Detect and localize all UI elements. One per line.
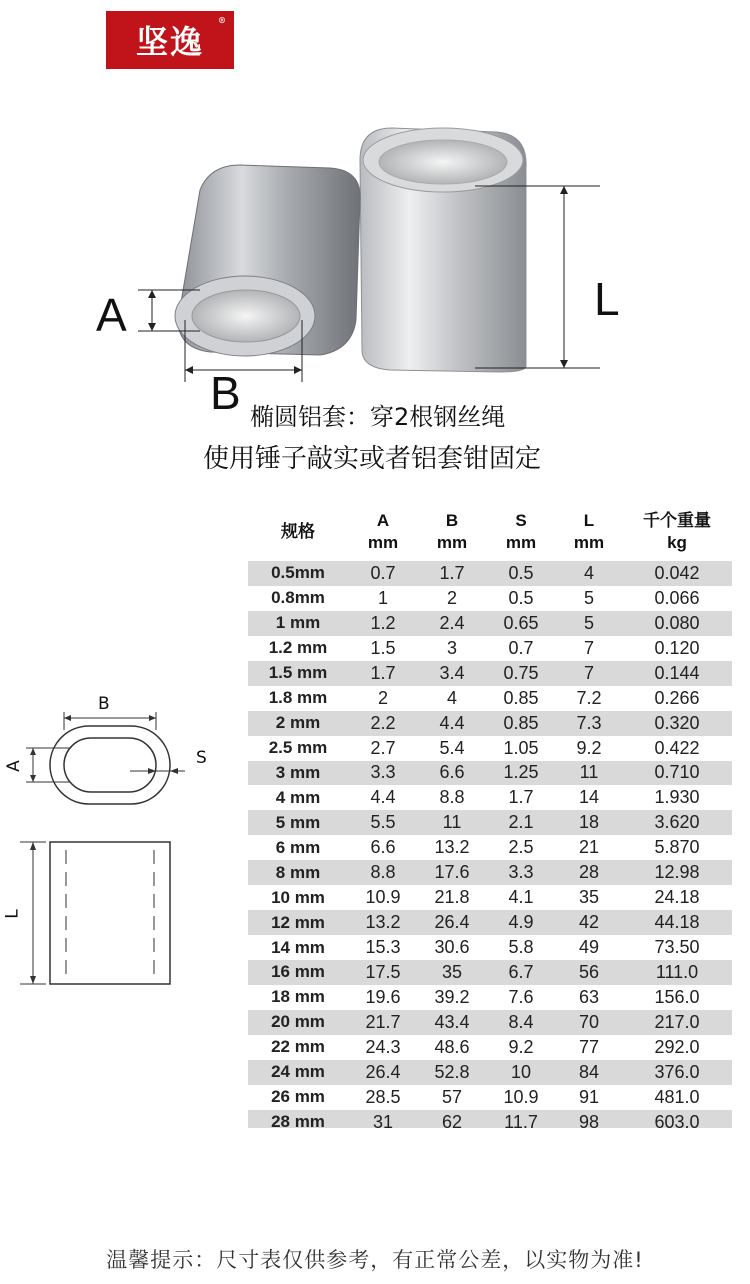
table-cell: 26.4 [348,1060,418,1085]
table-cell: 4 [556,561,622,586]
registered-mark: ® [218,15,228,25]
table-row [248,561,732,586]
table-cell: 70 [556,1010,622,1035]
table-row [248,985,732,1010]
table-cell: 14 [556,785,622,810]
table-cell: 8.8 [348,860,418,885]
table-cell: 0.144 [622,661,732,686]
table-cell: 7.6 [486,985,556,1010]
table-cell: 1.930 [622,785,732,810]
table-cell: 0.320 [622,711,732,736]
table-cell: 35 [556,885,622,910]
cell-spec: 1.5 mm [248,661,348,686]
cell-spec: 18 mm [248,985,348,1010]
table-cell: 49 [556,935,622,960]
spec-table-body [248,561,732,1128]
table-cell: 5.870 [622,835,732,860]
table-cell: 21.7 [348,1010,418,1035]
table-cell: 4.4 [348,785,418,810]
table-cell: 84 [556,1060,622,1085]
table-row [248,586,732,611]
table-cell: 6.6 [418,761,486,786]
cell-spec: 1.8 mm [248,686,348,711]
table-cell: 4.1 [486,885,556,910]
table-cell: 24.18 [622,885,732,910]
table-cell: 0.65 [486,611,556,636]
table-cell: 2.7 [348,736,418,761]
table-cell: 4 [418,686,486,711]
header-s: S mm [505,511,537,552]
table-cell: 63 [556,985,622,1010]
table-cell: 156.0 [622,985,732,1010]
table-cell: 10 [486,1060,556,1085]
table-cell: 11 [418,810,486,835]
cell-spec: 2 mm [248,711,348,736]
table-cell: 9.2 [486,1035,556,1060]
table-row [248,785,732,810]
table-cell: 56 [556,960,622,985]
table-cell: 0.042 [622,561,732,586]
table-cell: 24.3 [348,1035,418,1060]
table-cell: 4.9 [486,910,556,935]
table-cell: 8.4 [486,1010,556,1035]
cell-spec: 3 mm [248,761,348,786]
header-spec: 规格 [281,522,315,541]
table-cell: 603.0 [622,1110,732,1128]
table-cell: 0.422 [622,736,732,761]
diagram-label-l: L [2,909,23,919]
table-cell: 42 [556,910,622,935]
table-cell: 1.7 [418,561,486,586]
table-cell: 28.5 [348,1085,418,1110]
table-cell: 77 [556,1035,622,1060]
table-cell: 57 [418,1085,486,1110]
table-row [248,910,732,935]
table-cell: 3.620 [622,810,732,835]
table-cell: 292.0 [622,1035,732,1060]
table-cell: 9.2 [556,736,622,761]
table-cell: 2.2 [348,711,418,736]
table-cell: 7.3 [556,711,622,736]
table-cell: 73.50 [622,935,732,960]
table-cell: 5 [556,586,622,611]
table-cell: 0.710 [622,761,732,786]
table-header-row [248,503,732,561]
table-cell: 111.0 [622,960,732,985]
table-cell: 26.4 [418,910,486,935]
table-cell: 11 [556,761,622,786]
dimension-label-a: A [96,289,127,341]
cell-spec: 0.5mm [248,561,348,586]
table-row [248,1110,732,1128]
table-cell: 13.2 [418,835,486,860]
table-cell: 13.2 [348,910,418,935]
dimension-label-l: L [594,273,620,325]
table-cell: 0.080 [622,611,732,636]
table-cell: 0.5 [486,561,556,586]
table-cell: 35 [418,960,486,985]
table-cell: 0.75 [486,661,556,686]
table-cell: 0.5 [486,586,556,611]
diagram-drawing [0,690,240,990]
cell-spec: 12 mm [248,910,348,935]
table-cell: 30.6 [418,935,486,960]
cell-spec: 26 mm [248,1085,348,1110]
table-cell: 62 [418,1110,486,1128]
cell-spec: 2.5 mm [248,736,348,761]
table-cell: 2.1 [486,810,556,835]
table-row [248,686,732,711]
table-cell: 17.6 [418,860,486,885]
table-row [248,611,732,636]
table-cell: 1.2 [348,611,418,636]
diagram-label-s: S [196,748,207,768]
table-row [248,1060,732,1085]
table-row [248,761,732,786]
cell-spec: 8 mm [248,860,348,885]
cell-spec: 24 mm [248,1060,348,1085]
header-weight: 千个重量 kg [643,511,711,552]
table-cell: 44.18 [622,910,732,935]
table-cell: 5.4 [418,736,486,761]
table-cell: 0.266 [622,686,732,711]
table-cell: 2.4 [418,611,486,636]
table-cell: 0.120 [622,636,732,661]
table-cell: 0.85 [486,711,556,736]
table-cell: 3.3 [348,761,418,786]
table-cell: 52.8 [418,1060,486,1085]
cell-spec: 4 mm [248,785,348,810]
table-row [248,960,732,985]
table-cell: 376.0 [622,1060,732,1085]
caption-line-1: 椭圆铝套：穿2根钢丝绳 [250,403,506,431]
header-b: B mm [436,511,468,552]
sleeve-technical-diagram [0,690,240,990]
table-cell: 10.9 [486,1085,556,1110]
table-cell: 1.5 [348,636,418,661]
table-cell: 31 [348,1110,418,1128]
table-row [248,885,732,910]
table-cell: 1.25 [486,761,556,786]
caption-line-2: 使用锤子敲实或者铝套钳固定 [203,444,542,474]
table-row [248,636,732,661]
brand-logo [106,11,234,69]
table-cell: 39.2 [418,985,486,1010]
header-l: L mm [573,511,605,552]
table-cell: 18 [556,810,622,835]
table-cell: 5.8 [486,935,556,960]
cell-spec: 14 mm [248,935,348,960]
table-cell: 0.7 [348,561,418,586]
table-cell: 5.5 [348,810,418,835]
table-row [248,810,732,835]
product-photo [0,0,750,498]
table-row [248,835,732,860]
table-row [248,1010,732,1035]
table-row [248,661,732,686]
table-cell: 7 [556,661,622,686]
table-cell: 2 [348,686,418,711]
cell-spec: 20 mm [248,1010,348,1035]
table-cell: 1.7 [486,785,556,810]
table-cell: 7.2 [556,686,622,711]
table-cell: 0.85 [486,686,556,711]
header-a: A mm [367,511,399,552]
table-cell: 6.7 [486,960,556,985]
table-cell: 43.4 [418,1010,486,1035]
table-row [248,1035,732,1060]
table-cell: 217.0 [622,1010,732,1035]
table-cell: 48.6 [418,1035,486,1060]
table-cell: 4.4 [418,711,486,736]
cell-spec: 22 mm [248,1035,348,1060]
diagram-label-b: B [98,694,110,714]
table-cell: 2 [418,586,486,611]
table-cell: 17.5 [348,960,418,985]
table-cell: 1 [348,586,418,611]
footer-note: 温馨提示：尺寸表仅供参考，有正常公差，以实物为准! [106,1248,644,1272]
brand-logo-text: 坚逸 [135,23,204,61]
table-cell: 3 [418,636,486,661]
cell-spec: 1 mm [248,611,348,636]
cell-spec: 1.2 mm [248,636,348,661]
table-cell: 3.4 [418,661,486,686]
table-cell: 21.8 [418,885,486,910]
spec-table-container [248,503,732,1128]
table-cell: 8.8 [418,785,486,810]
table-cell: 19.6 [348,985,418,1010]
table-cell: 28 [556,860,622,885]
table-cell: 1.7 [348,661,418,686]
cell-spec: 0.8mm [248,586,348,611]
table-cell: 91 [556,1085,622,1110]
table-cell: 5 [556,611,622,636]
cell-spec: 10 mm [248,885,348,910]
table-cell: 98 [556,1110,622,1128]
table-row [248,711,732,736]
cell-spec: 28 mm [248,1110,348,1128]
table-cell: 0.7 [486,636,556,661]
table-cell: 12.98 [622,860,732,885]
table-row [248,736,732,761]
spec-table [248,503,732,1128]
table-cell: 1.05 [486,736,556,761]
table-cell: 2.5 [486,835,556,860]
cell-spec: 5 mm [248,810,348,835]
diagram-label-a: A [3,760,24,772]
table-cell: 21 [556,835,622,860]
cell-spec: 16 mm [248,960,348,985]
table-cell: 3.3 [486,860,556,885]
cell-spec: 6 mm [248,835,348,860]
table-cell: 0.066 [622,586,732,611]
table-cell: 15.3 [348,935,418,960]
table-cell: 10.9 [348,885,418,910]
dimension-label-b: B [210,367,241,419]
table-cell: 6.6 [348,835,418,860]
table-row [248,860,732,885]
table-cell: 481.0 [622,1085,732,1110]
table-cell: 7 [556,636,622,661]
table-cell: 11.7 [486,1110,556,1128]
table-row [248,1085,732,1110]
table-row [248,935,732,960]
